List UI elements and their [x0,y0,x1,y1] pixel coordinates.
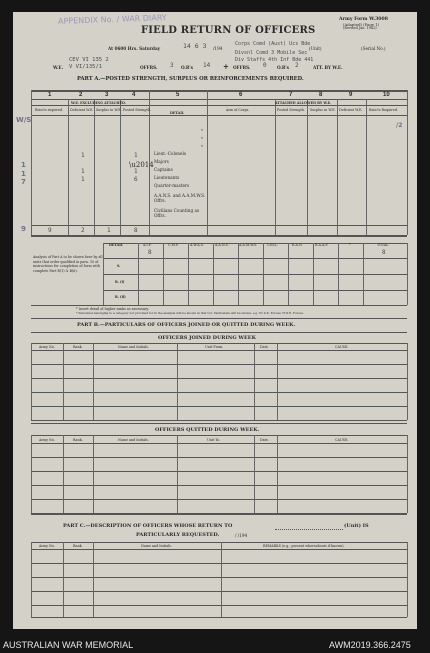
unit-label: (Unit) [309,46,322,51]
year-label: /194 [213,46,223,51]
margin-mark-1a: 1 [21,161,26,169]
left-col-posted: Posted Strength. [123,108,152,112]
part-c-heading-suffix: (Unit) IS [344,523,369,529]
offrs-label: OFFRS. [140,65,158,70]
form-title: FIELD RETURN OF OFFICERS [141,25,316,36]
offrs2-value: 0 [263,62,267,69]
c-col-remarks: REMARKS (e.g., present whereabouts if known). [263,544,345,548]
col-num-6: 6 [239,92,243,98]
analysis-total-value: 8 [382,249,386,256]
caption-right: AWM2019.366.2475 [329,640,411,650]
quitted-col-date: Date. [260,438,269,442]
stars-column: * * * [201,128,203,149]
analysis-note: Analysis of Part A to be shown here by all units that order qualified in para. 10 of instructions for completion of form with complete Part B(1) & B(ii). [33,255,103,273]
left-col-deficient: Deficient W.E. [70,108,94,112]
col2-val-1: 1 [81,152,85,159]
footnote-1: * Insert detail of higher ranks as necessary. [76,307,149,311]
quitted-col-army: Army No. [39,438,55,442]
col4-val-2: 1 [134,168,138,175]
analysis-h-ran: R.A.N. [292,243,303,247]
rank-civilians: Civilians Counting as Offrs. [154,208,200,218]
unit-typed-3: Div Staffs 4th Inf Bde 441 [235,57,314,63]
part-b-top-rule [31,318,407,319]
col-num-10: 10 [383,92,390,98]
rank-lt-col: Lieut.-Colonels [154,151,186,156]
serial-label: (Serial No.) [361,46,386,51]
unit-typed: Corps Comd (Aust) Ucs Bde [235,41,311,47]
right-col-rein: Rein'ts Required. [369,108,398,112]
footnote-2: * Personnel belonging to a category not provided for in the analysis will be shown in this Col. Particulars will be shown, e.g. IN U.K. Forces; H.N.E. Forces. [76,311,304,315]
joined-col-unit: Unit From. [205,345,224,349]
plus-sign: + [223,62,229,71]
margin-mark-1b: 1 [21,170,26,178]
left-col-surplus: Surplus to W.E. [96,108,122,112]
joined-col-rank: Rank. [73,345,83,349]
joined-col-army: Army No. [39,345,55,349]
right-col-arm: Arm of Corps. [226,108,250,112]
ors2-value: 2 [295,62,299,69]
c-col-army: Army No. [39,544,55,548]
field-return-form [13,12,417,629]
col-num-1: 1 [48,92,52,98]
analysis-h-aamws: A.A.M.W.S. [239,243,258,247]
rank-captains: Captains [154,167,173,172]
col-num-4: 4 [132,92,136,98]
we-value-2: V VI/135/1 [69,64,103,70]
right-margin-mark: /2 [396,122,403,129]
we-label: W.E. [53,65,64,70]
c-col-rank: Rank. [73,544,83,548]
part-a-heading: PART A.—POSTED STRENGTH, SURPLUS OR REINFORCEMENTS REQUIRED. [77,76,304,82]
analysis-detail-header: DETAIL [109,243,124,247]
analysis-aif-value: 8 [148,249,152,256]
analysis-h-civil: CIVIL. [267,243,278,247]
we-value: CEV VI 135 2 [69,57,109,63]
caption-left: AUSTRALIAN WAR MEMORIAL [3,640,134,650]
analysis-row-ri: R. (i) [115,280,125,284]
quitted-col-name: Name and Initials. [118,438,149,442]
ors-value: 14 [203,62,211,69]
form-ref-line1: Army Form W.3008 [339,17,388,22]
offrs-value: 3 [170,62,174,69]
rank-aans: A.A.N.S. and A.A.M.W.S. Offrs. [154,193,206,203]
rank-lieutenants: Lieutenants [154,175,180,180]
att-label: ATT. BY W.E. [313,65,343,70]
quitted-col-cause: CAUSE. [335,438,349,442]
col-num-7: 7 [289,92,293,98]
total-col2: 2 [81,227,85,234]
analysis-row-s: S. [117,264,121,268]
analysis-h-raaf: R.A.A.F. [315,243,329,247]
joined-heading: OFFICERS JOINED DURING WEEK [158,335,256,341]
analysis-h-cmf: C.M.F. [168,243,179,247]
at-label: At 0600 Hrs. Saturday [108,46,161,51]
date-value: 14 6 3 [183,42,207,50]
detail-header: DETAIL [170,111,185,115]
margin-mark-9: 9 [21,225,26,233]
attached-allowed-header: ATTACHED ALLOWED BY W.E. [275,101,332,105]
rank-quartermasters: Quarter-masters [154,183,190,188]
col2-val-3: 1 [81,176,85,183]
col4-val-1: 1 [134,152,138,159]
joined-col-date: Date. [260,345,269,349]
col-num-3: 3 [105,92,109,98]
left-col-rein: Rein'ts required. [35,108,64,112]
quitted-col-unit: Unit To. [207,438,221,442]
dash-mark: \u2014 [129,161,154,169]
form-ref-line3: (Revised Jan. 1942) [343,26,377,30]
part-c-heading: PART C.—DESCRIPTION OF OFFICERS WHOSE RETURN TO [63,523,233,529]
quitted-heading: OFFICERS QUITTED DURING WEEK. [155,427,260,433]
joined-col-cause: CAUSE. [335,345,349,349]
unit-typed-2: Divsnl Comd 3 Mobile Sec [235,50,308,56]
we-excluding-header: W.E. EXCLUDING ATTACHED. [71,101,126,105]
col-num-9: 9 [349,92,353,98]
margin-mark-ws: W/S [16,116,32,124]
right-col-deficient: Deficient W.E. [339,108,363,112]
col-num-8: 8 [319,92,323,98]
total-col3: 1 [107,227,111,234]
analysis-h-aans: A.A.N.S. [215,243,229,247]
col2-val-2: 1 [81,168,85,175]
rank-majors: Majors [154,159,169,164]
col-num-2: 2 [79,92,83,98]
analysis-h-awas: A.W.A.S. [190,243,204,247]
part-b-heading: PART B.—PARTICULARS OF OFFICERS JOINED OR QUITTED DURING WEEK. [77,322,296,328]
ors2-label: O.R's [277,65,289,70]
col-num-5: 5 [176,92,180,98]
analysis-row-rii: R. (ii) [115,295,126,299]
form-ref-line2: (Adapted) (Page 1) [343,22,380,27]
part-c-subheading: PARTICULARLY REQUESTED. [136,532,220,538]
analysis-h-aif: A.I.F. [143,243,152,247]
c-col-name: Name and Initials. [141,544,172,548]
right-col-surplus: Surplus to W.E. [310,108,336,112]
analysis-h-star: * [349,243,351,247]
col4-val-3: 6 [134,176,138,183]
quitted-col-rank: Rank. [73,438,83,442]
margin-mark-7: 7 [21,178,26,186]
offrs2-label: OFFRS. [233,65,251,70]
part-c-date-blank: / /194 [235,533,248,538]
analysis-h-total: TOTAL [377,243,389,247]
part-c-blank-line [275,529,343,530]
right-col-posted: Posted Strength. [277,108,306,112]
handwritten-annotation: APPENDIX No. / WAR DIARY [57,13,167,26]
total-col4: 8 [134,227,138,234]
joined-col-name: Name and Initials. [118,345,149,349]
ors-label: O.R's [181,65,193,70]
total-col1: 9 [48,227,52,234]
